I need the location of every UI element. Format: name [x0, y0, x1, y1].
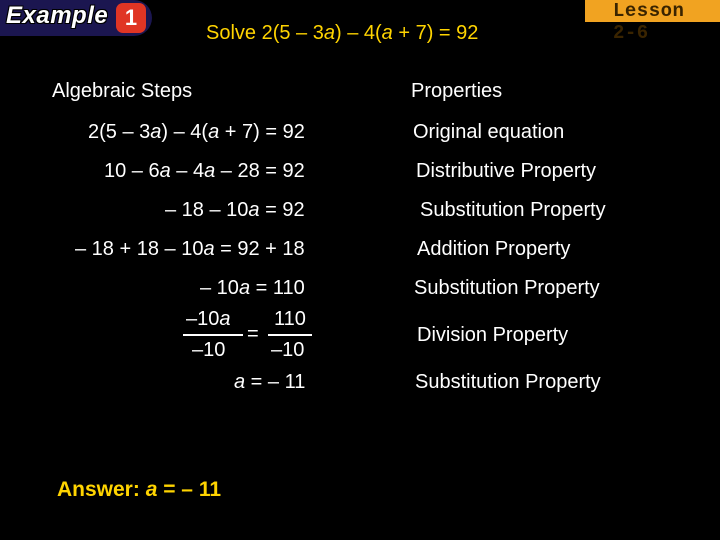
fraction-left-numerator: –10a	[186, 308, 231, 330]
step-2: – 18 – 10a = 92	[165, 199, 305, 221]
step-4: – 10a = 110	[200, 277, 305, 299]
example-number: 1	[116, 3, 146, 33]
property-4: Substitution Property	[414, 277, 600, 299]
answer: Answer: a = – 11	[57, 478, 222, 501]
example-badge	[0, 0, 152, 36]
property-6: Substitution Property	[415, 371, 601, 393]
step-6: a = – 11	[234, 371, 306, 393]
fraction-equals: =	[247, 323, 259, 345]
problem-title: Solve 2(5 – 3a) – 4(a + 7) = 92	[206, 22, 479, 44]
fraction-left-denominator: –10	[192, 339, 226, 361]
property-0: Original equation	[413, 121, 565, 143]
property-1: Distributive Property	[416, 160, 597, 182]
fraction-right-denominator: –10	[271, 339, 305, 361]
step-0: 2(5 – 3a) – 4(a + 7) = 92	[88, 121, 305, 143]
fraction-right-bar	[268, 334, 312, 336]
step-3: – 18 + 18 – 10a = 92 + 18	[75, 238, 305, 260]
steps-header: Algebraic Steps	[52, 80, 193, 102]
example-label: Example	[6, 2, 109, 29]
property-5: Division Property	[417, 324, 569, 346]
step-1: 10 – 6a – 4a – 28 = 92	[104, 160, 305, 182]
fraction-left-bar	[183, 334, 243, 336]
property-2: Substitution Property	[420, 199, 606, 221]
property-3: Addition Property	[417, 238, 571, 260]
lesson-label: Lesson 2-6	[613, 0, 685, 44]
properties-header: Properties	[411, 80, 503, 102]
fraction-right-numerator: 110	[274, 308, 306, 330]
